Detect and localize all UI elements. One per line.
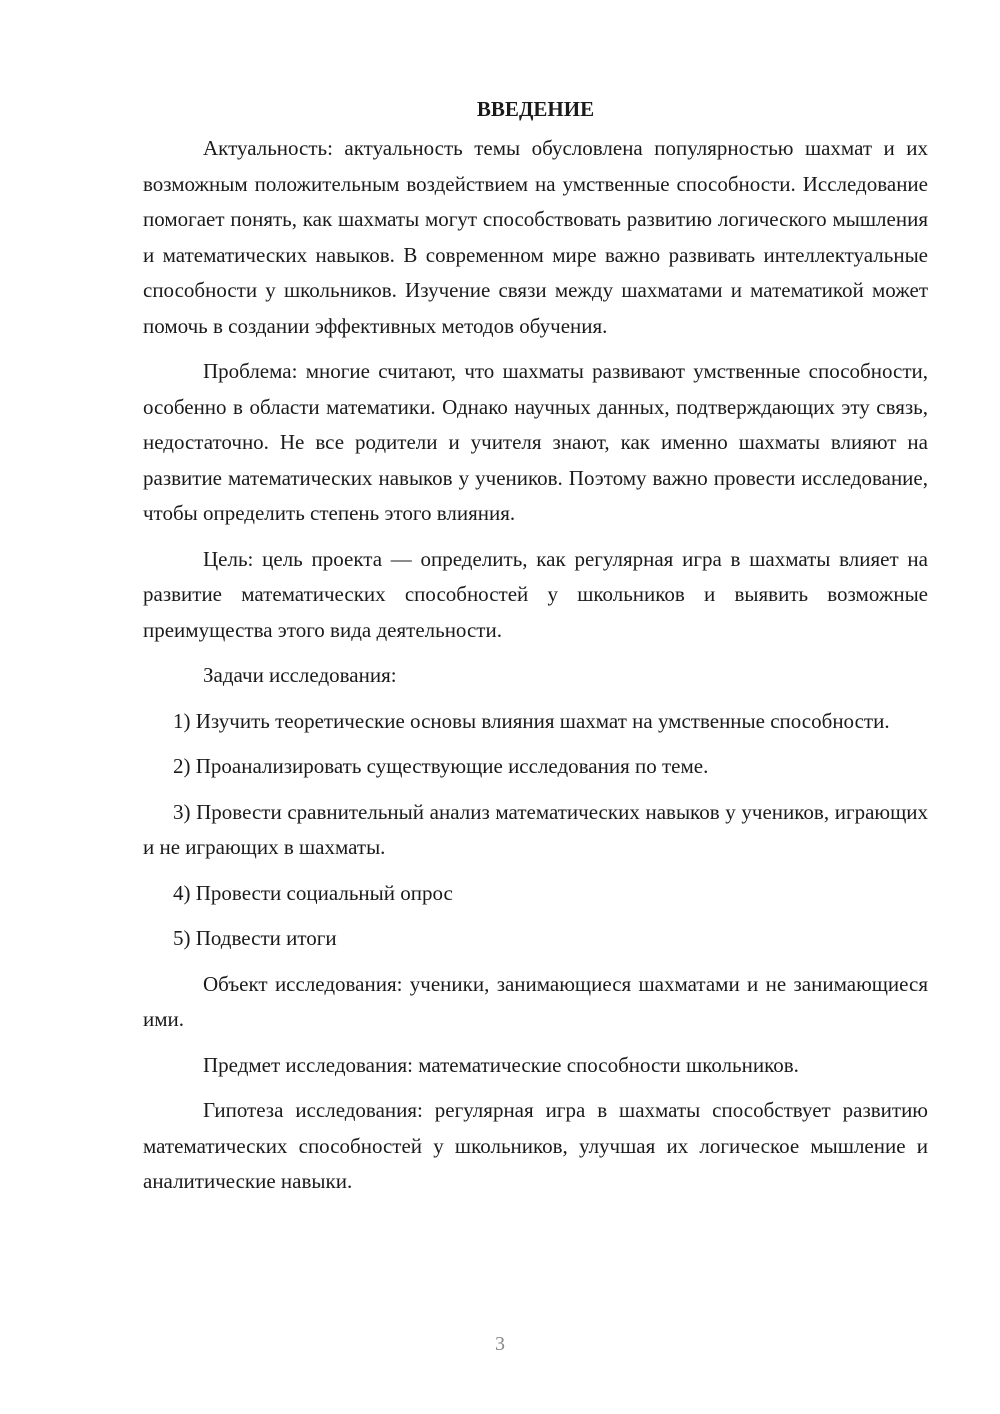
task-item-2: 2) Проанализировать существующие исследования по теме. xyxy=(173,754,709,778)
research-object-paragraph: Объект исследования: ученики, занимающиеся шахматами и не занимающиеся ими. xyxy=(143,971,928,1031)
relevance-paragraph: Актуальность: актуальность темы обусловлена популярностью шахмат и их возможным положительным воздействием на умственные способности. Исследование помогает понять, как шахматы могут способствовать развитию логического мышления и математических навыков. В современном мире важно развивать интеллектуальные способности у школьников. Изучение связи между шахматами и математикой может помочь в создании эффективных методов обучения. xyxy=(143,136,928,338)
task-item-5: 5) Подвести итоги xyxy=(173,926,337,950)
document-page xyxy=(143,92,928,1210)
tasks-heading: Задачи исследования: xyxy=(203,663,397,687)
section-title: ВВЕДЕНИЕ xyxy=(476,97,595,121)
task-item-3: 3) Провести сравнительный анализ математических навыков у учеников, играющих и не играющих в шахматы. xyxy=(143,799,928,859)
research-subject-paragraph: Предмет исследования: математические способности школьников. xyxy=(203,1052,799,1077)
task-item-4: 4) Провести социальный опрос xyxy=(173,880,453,905)
page-number: 3 xyxy=(495,1333,505,1355)
task-item-1: 1) Изучить теоретические основы влияния шахмат на умственные способности. xyxy=(173,708,890,733)
goal-paragraph: Цель: цель проекта — определить, как регулярная игра в шахматы влияет на развитие математических способностей у школьников и выявить возможные преимущества этого вида деятельности. xyxy=(143,546,928,642)
research-hypothesis-paragraph: Гипотеза исследования: регулярная игра в шахматы способствует развитию математических способностей у школьников, улучшая их логическое мышление и аналитические навыки. xyxy=(143,1098,928,1193)
problem-paragraph: Проблема: многие считают, что шахматы развивают умственные способности, особенно в области математики. Однако научных данных, подтверждающих эту связь, недостаточно. Не все родители и учителя знают, как именно шахматы влияют на развитие математических навыков у учеников. Поэтому важно провести исследование, чтобы определить степень этого влияния. xyxy=(143,359,928,525)
